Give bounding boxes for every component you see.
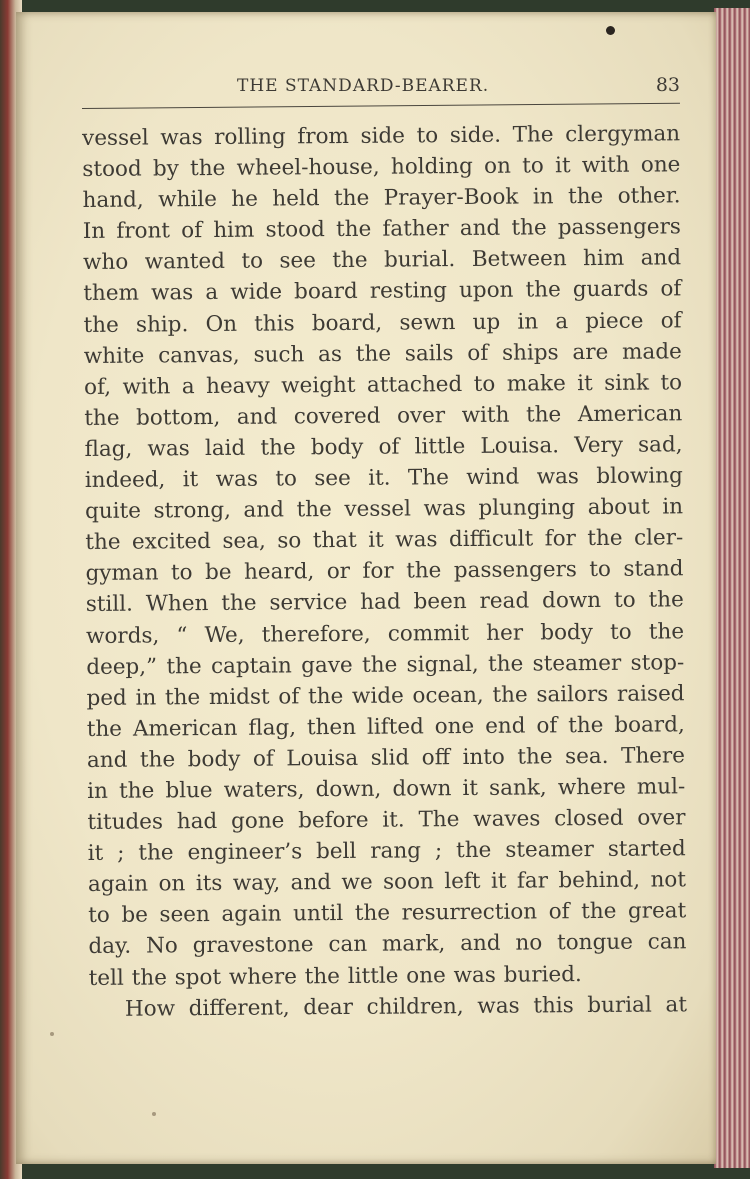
text-line: titudes had gone before it. The waves closed over [87,805,686,836]
text-line: tell the spot where the little one was buried. [88,961,582,991]
page-number: 83 [655,74,680,96]
text-line: How different, dear children, was this burial at [124,991,688,1022]
body-text [82,118,687,1024]
text-line: white canvas, such as the sails of ships are made [83,338,682,369]
text-line: of, with a heavy weight attached to make it sink to [83,370,683,400]
text-line: the bottom, and covered over with the American [84,401,683,431]
text-line: stood by the wheel-house, holding on to it with one [82,152,681,183]
text-line: gyman to be heard, or for the passengers to stand [85,556,684,587]
paper-speck [50,1032,54,1036]
text-line: the excited sea, so that it was difficult for the cler- [85,525,684,556]
text-line: the ship. On this board, sewn up in a piece of [83,307,682,338]
text-line: In front of him stood the father and the passengers [82,214,681,245]
ink-spot [606,26,615,35]
text-line: indeed, it was to see it. The wind was blowing [84,463,683,494]
text-line: words, “ We, therefore, commit her body to the [85,618,685,649]
text-line: deep,” the captain gave the signal, the steamer stop- [86,649,685,680]
text-line: day. No gravestone can mark, and no tongue can [88,929,687,960]
text-line: and the body of Louisa slid off into the sea. There [86,743,686,773]
text-line: quite strong, and the vessel was plunging about in [84,494,684,525]
text-line: to be seen again until the resurrection of the great [88,898,687,929]
text-line: who wanted to see the burial. Between him and [83,245,682,276]
text-line: ped in the midst of the wide ocean, the sailors raised [86,680,685,711]
paper-speck [152,1112,156,1116]
text-line: still. When the service had been read down to the [85,587,684,618]
page-edges-right [714,8,750,1168]
text-line: them was a wide board resting upon the guards of [83,276,682,307]
book-page [16,12,716,1164]
text-line: hand, while he held the Prayer-Book in the other. [82,183,681,214]
text-line: flag, was laid the body of little Louisa. Very sad, [84,432,683,462]
text-line: the American flag, then lifted one end of the board, [86,712,685,742]
text-line: in the blue waters, down, down it sank, where mul- [87,774,686,804]
text-line: again on its way, and we soon left it far behind, not [87,867,687,898]
running-head [82,72,680,106]
text-line: it ; the engineer’s bell rang ; the steamer started [87,836,686,867]
running-head-title: THE STANDARD-BEARER. [237,76,490,96]
text-line: vessel was rolling from side to side. The clergyman [82,121,681,151]
page-content [82,72,688,1025]
